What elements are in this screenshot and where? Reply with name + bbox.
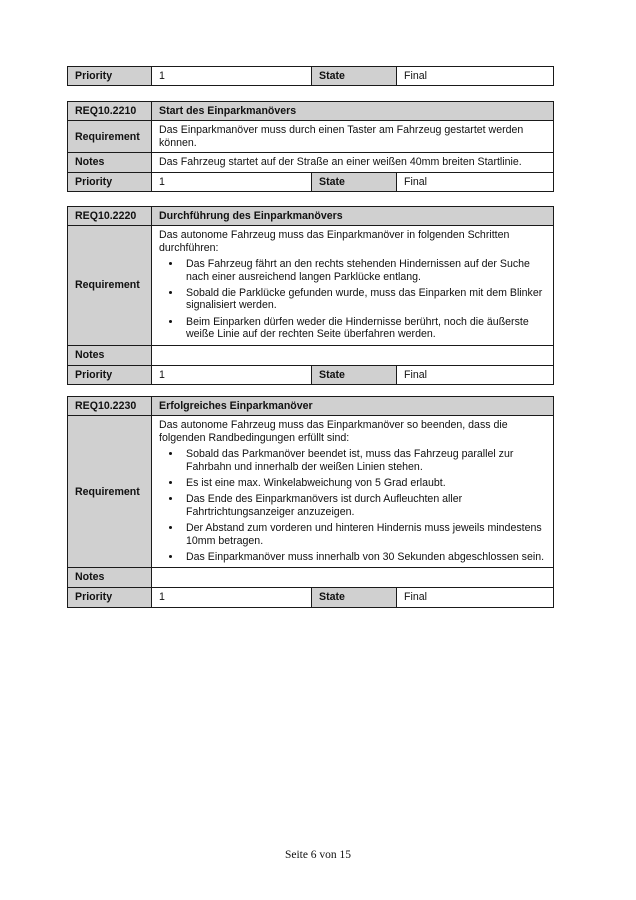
requirement-intro: Das Einparkmanöver muss durch einen Taster am Fahrzeug gestartet werden können. [159, 124, 524, 149]
requirement-title: Start des Einparkmanövers [152, 102, 554, 121]
requirement-label: Requirement [68, 226, 152, 345]
priority-label: Priority [68, 588, 152, 607]
priority-label: Priority [68, 67, 152, 86]
requirement-text [152, 121, 554, 153]
list-item: • Der Abstand zum vorderen und hinteren Hindernis muss jeweils mindestens 10mm betragen. [182, 522, 546, 547]
priority-row [68, 172, 554, 191]
state-label: State [312, 365, 397, 384]
requirement-title: Durchführung des Einparkmanövers [152, 207, 554, 226]
priority-row [68, 67, 554, 86]
requirement-row [68, 226, 554, 345]
state-value: Final [397, 365, 554, 384]
notes-label: Notes [68, 568, 152, 588]
list-item: • Sobald die Parklücke gefunden wurde, muss das Einparken mit dem Blinker signalisiert werden. [182, 287, 546, 312]
notes-row [68, 568, 554, 588]
header-row [68, 207, 554, 226]
list-item: • Es ist eine max. Winkelabweichung von 5 Grad erlaubt. [182, 477, 546, 489]
notes-value: Das Fahrzeug startet auf der Straße an einer weißen 40mm breiten Startlinie. [152, 153, 554, 172]
requirement-id: REQ10.2220 [68, 207, 152, 226]
notes-label: Notes [68, 153, 152, 172]
priority-label: Priority [68, 172, 152, 191]
state-value: Final [397, 67, 554, 86]
requirement-title: Erfolgreiches Einparkmanöver [152, 397, 554, 416]
state-label: State [312, 172, 397, 191]
priority-value: 1 [152, 365, 312, 384]
state-label: State [312, 588, 397, 607]
page-footer: Seite 6 von 15 [284, 849, 352, 861]
priority-row [68, 588, 554, 607]
requirement-id: REQ10.2230 [68, 397, 152, 416]
state-label: State [312, 67, 397, 86]
notes-value [152, 568, 554, 588]
notes-label: Notes [68, 345, 152, 365]
notes-row [68, 153, 554, 172]
list-item: • Das Fahrzeug fährt an den rechts stehenden Hindernissen auf der Suche nach einer ausreichend langen Parklücke entlang. [182, 258, 546, 283]
requirement-id: REQ10.2210 [68, 102, 152, 121]
requirement-bullet-list [159, 448, 546, 563]
state-value: Final [397, 588, 554, 607]
requirement-bullet-list [159, 258, 546, 340]
priority-row [68, 365, 554, 384]
requirement-row [68, 121, 554, 153]
requirement-row [68, 416, 554, 568]
list-item: • Beim Einparken dürfen weder die Hindernisse berührt, noch die äußerste weiße Linie auf der rechten Seite überfahren werden. [182, 316, 546, 341]
requirement-label: Requirement [68, 121, 152, 153]
list-item: • Das Ende des Einparkmanövers ist durch Aufleuchten aller Fahrtrichtungsanzeiger anzuzeigen. [182, 493, 546, 518]
requirement-table [67, 101, 554, 192]
requirement-label: Requirement [68, 416, 152, 568]
priority-value: 1 [152, 588, 312, 607]
requirement-intro: Das autonome Fahrzeug muss das Einparkmanöver in folgenden Schritten durchführen: [159, 229, 510, 254]
priority-label: Priority [68, 365, 152, 384]
notes-row [68, 345, 554, 365]
priority-value: 1 [152, 172, 312, 191]
header-row [68, 102, 554, 121]
requirement-intro: Das autonome Fahrzeug muss das Einparkmanöver so beenden, dass die folgenden Randbedingungen erfüllt sind: [159, 419, 508, 444]
list-item: • Sobald das Parkmanöver beendet ist, muss das Fahrzeug parallel zur Fahrbahn und innerhalb der weißen Linien stehen. [182, 448, 546, 473]
requirement-table [67, 396, 554, 608]
requirement-table [67, 206, 554, 385]
notes-value [152, 345, 554, 365]
requirement-text [152, 416, 554, 568]
requirement-text [152, 226, 554, 345]
state-value: Final [397, 172, 554, 191]
priority-value: 1 [152, 67, 312, 86]
list-item: • Das Einparkmanöver muss innerhalb von 30 Sekunden abgeschlossen sein. [182, 551, 546, 563]
header-row [68, 397, 554, 416]
carryover-priority-table [67, 66, 554, 86]
